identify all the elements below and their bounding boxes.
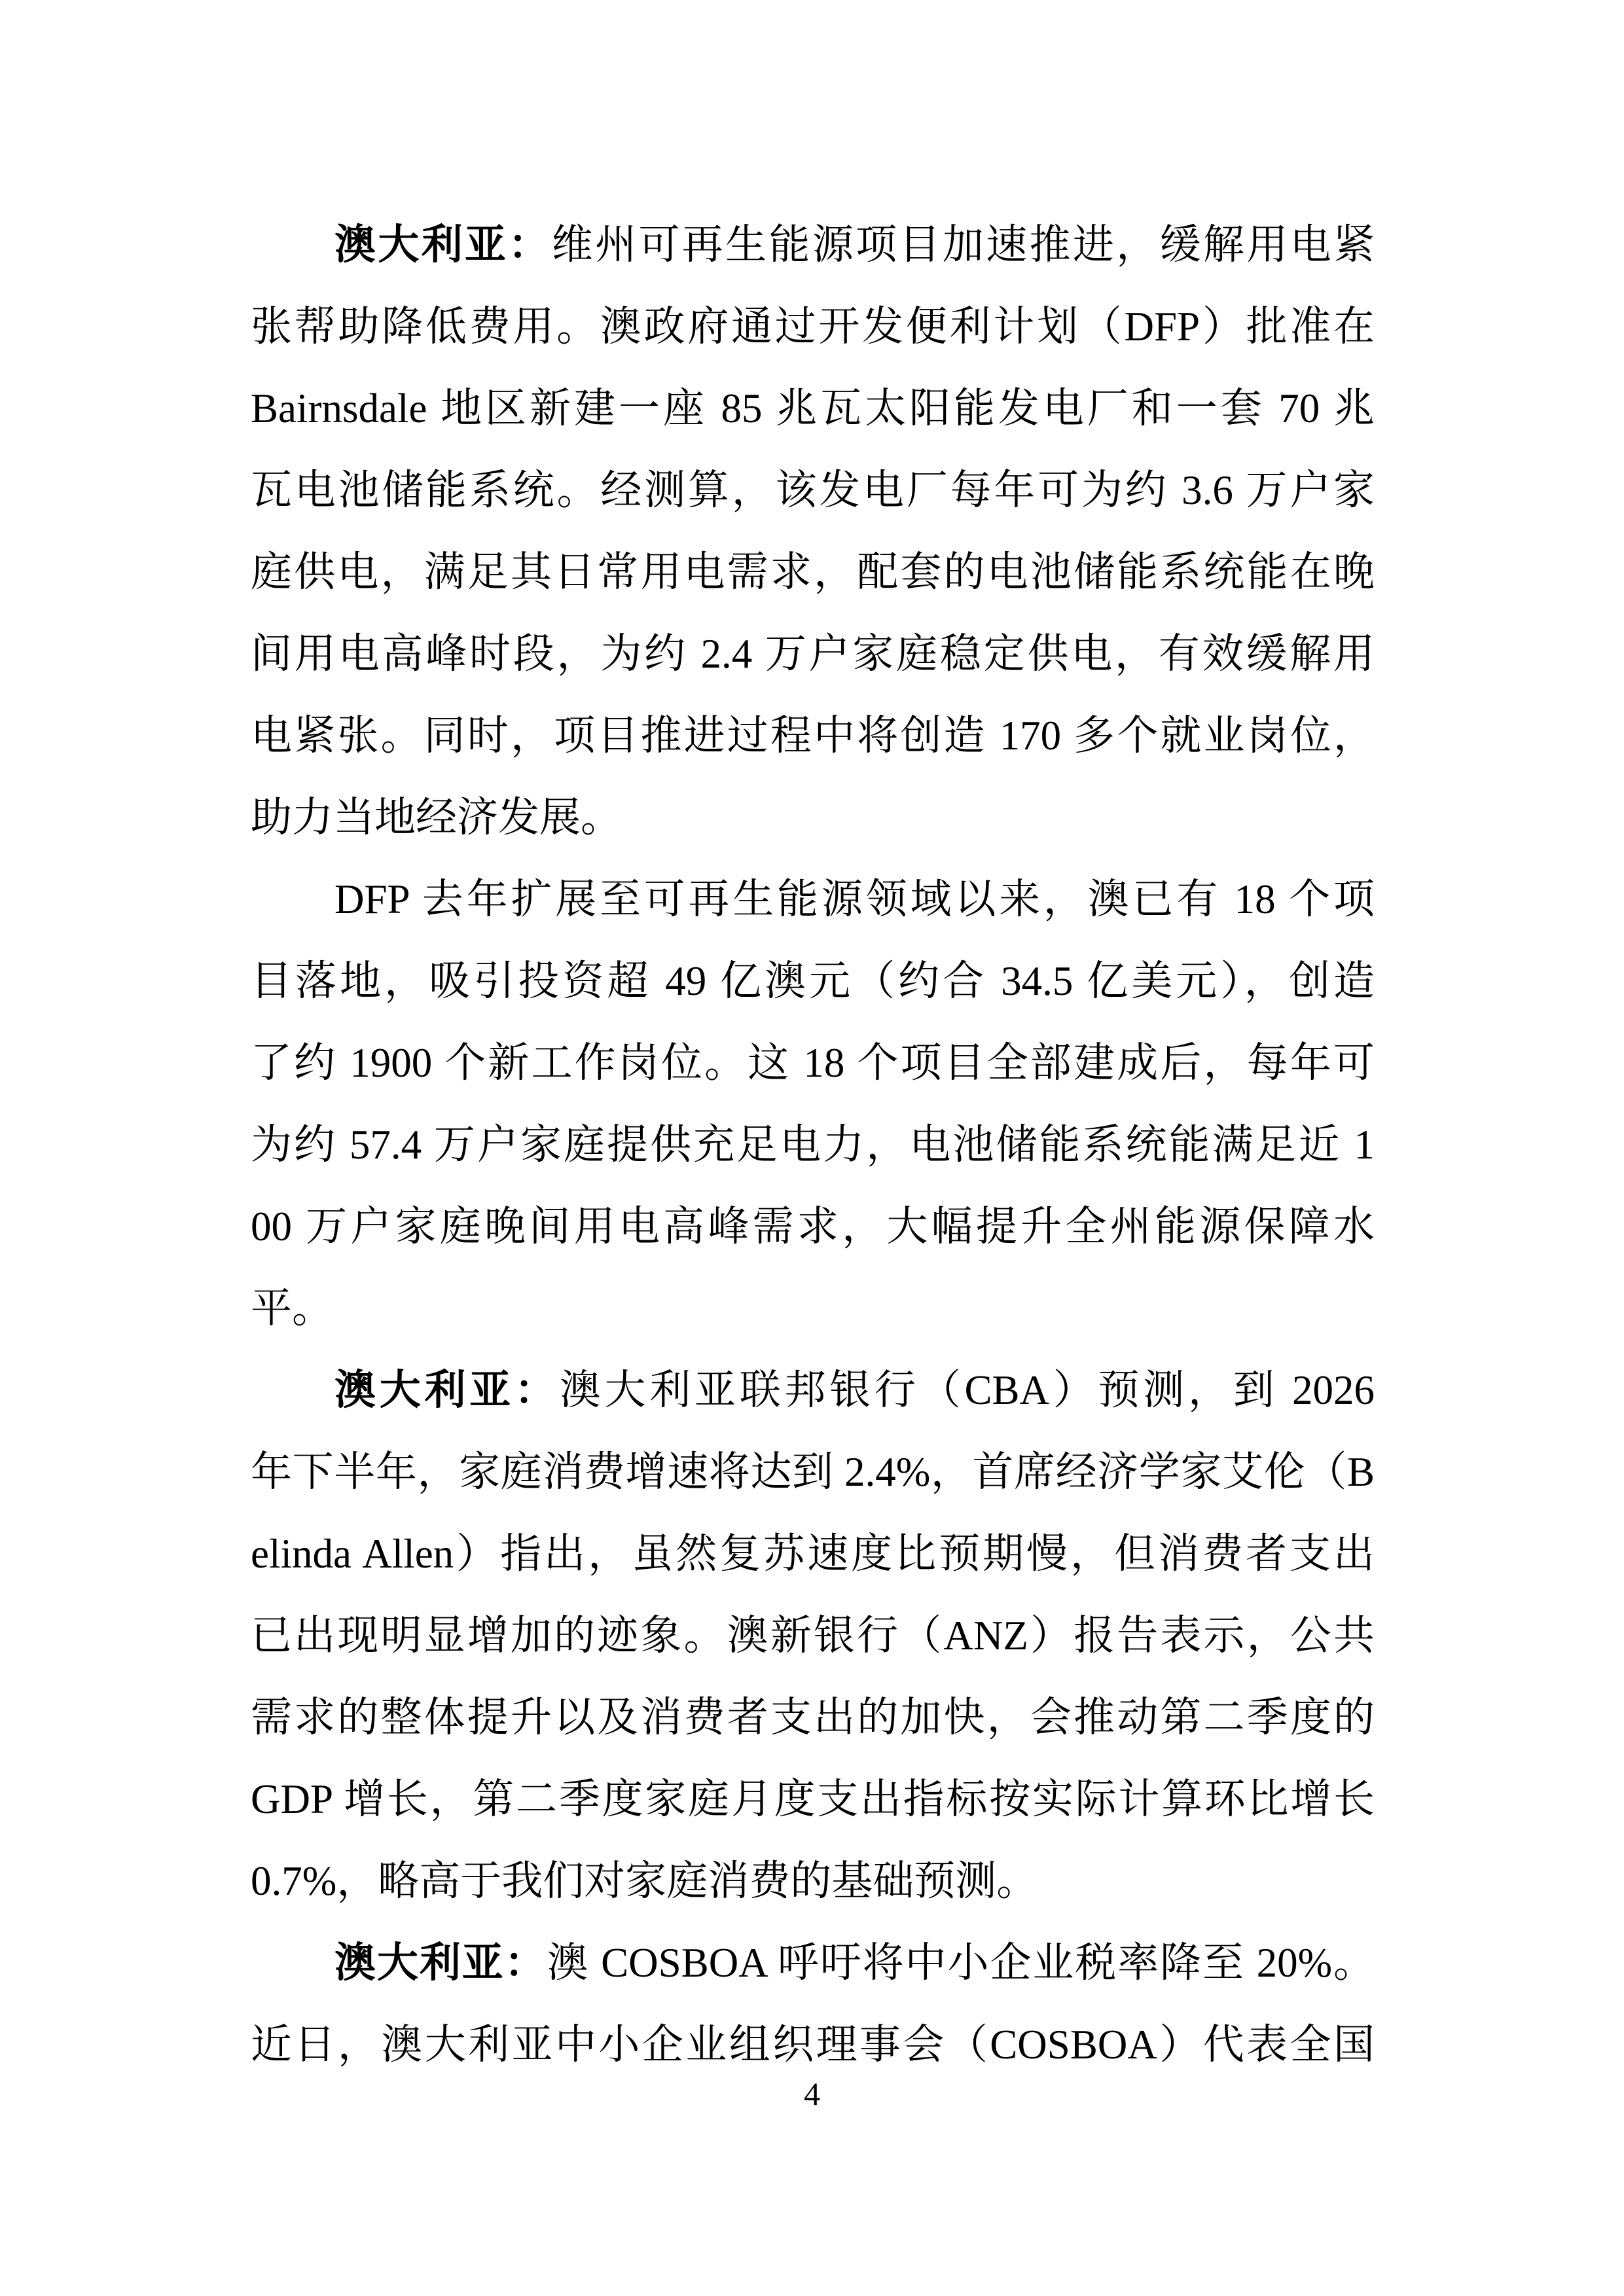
text-line: 庭供电，满足其日常用电需求，配套的电池储能系统能在晚: [251, 549, 1375, 595]
text-line: 了约 1900 个新工作岗位。这 18 个项目全部建成后，每年可: [251, 1040, 1375, 1086]
text-line: 0.7%，略高于我们对家庭消费的基础预测。: [251, 1858, 1038, 1904]
text-line: 澳大利亚：澳 COSBOA 呼吁将中小企业税率降至 20%。: [334, 1940, 1375, 1986]
paragraph-lead-label: 澳大利亚：: [334, 222, 552, 268]
text-line: 目落地，吸引投资超 49 亿澳元（约合 34.5 亿美元），创造: [251, 958, 1375, 1004]
page-number: 4: [804, 2075, 820, 2112]
text-line: DFP 去年扩展至可再生能源领域以来，澳已有 18 个项: [334, 876, 1375, 922]
text-line: 瓦电池储能系统。经测算，该发电厂每年可为约 3.6 万户家: [251, 467, 1375, 513]
text-line: Bairnsdale 地区新建一座 85 兆瓦太阳能发电厂和一套 70 兆: [251, 386, 1375, 431]
text-line: 间用电高峰时段，为约 2.4 万户家庭稳定供电，有效缓解用: [251, 631, 1375, 677]
text-line: 近日，澳大利亚中小企业组织理事会（COSBOA）代表全国: [251, 2022, 1375, 2068]
paragraph-lead-label: 澳大利亚：: [334, 1367, 560, 1413]
text-line: 为约 57.4 万户家庭提供充足电力，电池储能系统能满足近 1: [251, 1122, 1375, 1168]
text-line: 助力当地经济发展。: [251, 795, 622, 840]
text-line: 澳大利亚：澳大利亚联邦银行（CBA）预测，到 2026: [334, 1367, 1375, 1413]
text-line: 年下半年，家庭消费增速将达到 2.4%，首席经济学家艾伦（B: [251, 1449, 1375, 1495]
text-line: 00 万户家庭晚间用电高峰需求，大幅提升全州能源保障水: [251, 1204, 1375, 1249]
paragraph-lead-label: 澳大利亚：: [334, 1940, 547, 1986]
text-line: 电紧张。同时，项目推进过程中将创造 170 多个就业岗位，: [251, 713, 1375, 759]
text-line: 澳大利亚：维州可再生能源项目加速推进，缓解用电紧: [334, 222, 1375, 268]
text-line: GDP 增长，第二季度家庭月度支出指标按实际计算环比增长: [251, 1776, 1375, 1822]
document-body: [251, 204, 1375, 2086]
text-line: 张帮助降低费用。澳政府通过开发便利计划（DFP）批准在: [251, 304, 1375, 350]
text-line: elinda Allen）指出，虽然复苏速度比预期慢，但消费者支出: [251, 1531, 1375, 1577]
text-line: 平。: [251, 1285, 333, 1331]
text-line: 已出现明显增加的迹象。澳新银行（ANZ）报告表示，公共: [251, 1613, 1375, 1659]
text-line: 需求的整体提升以及消费者支出的加快，会推动第二季度的: [251, 1695, 1375, 1740]
